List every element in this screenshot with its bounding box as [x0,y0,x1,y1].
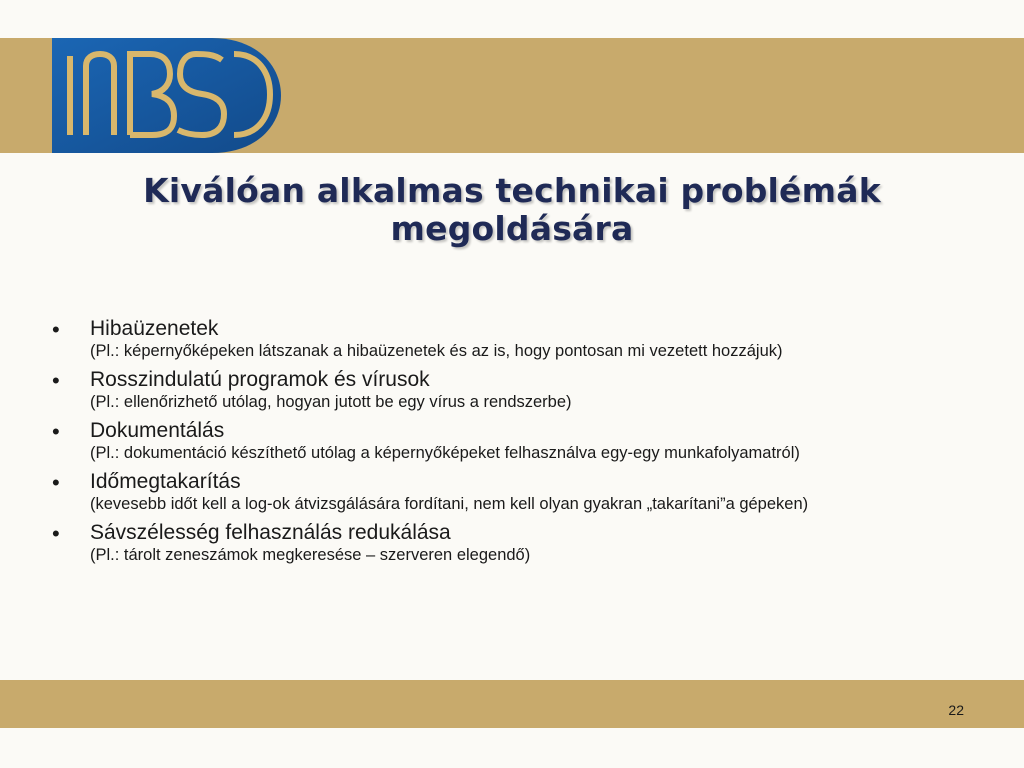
title-line-2: megoldására [390,209,634,248]
bullet-icon: • [52,317,60,342]
bullet-heading: Rosszindulatú programok és vírusok [90,368,430,391]
bullet-icon: • [52,470,60,495]
bullet-detail: (Pl.: tárolt zeneszámok megkeresése – szerveren elegendő) [90,546,531,564]
bullet-detail: (Pl.: dokumentáció készíthető utólag a képernyőképeket felhasználva egy-egy munkafolyamatról) [90,444,800,462]
slide-title [60,172,964,248]
bullet-icon: • [52,521,60,546]
bullet-heading: Hibaüzenetek [90,317,219,340]
bullet-icon: • [52,419,60,444]
bullet-item-dokumentalas [52,418,972,463]
bullet-icon: • [52,368,60,393]
bullet-detail: (kevesebb időt kell a log-ok átvizsgálására fordítani, nem kell olyan gyakran „takarítani”a gépeken) [90,495,809,513]
page-number: 22 [948,702,964,718]
bullet-heading: Dokumentálás [90,419,225,442]
bullet-heading: Sávszélesség felhasználás redukálása [90,521,451,544]
bullet-detail: (Pl.: ellenőrizhető utólag, hogyan jutott be egy vírus a rendszerbe) [90,393,572,411]
bullet-list [52,316,972,571]
title-line-1: Kiválóan alkalmas technikai problémák [143,171,881,210]
bullet-item-savszelesseg [52,520,972,565]
bullet-heading: Időmegtakarítás [90,470,241,493]
intbs-logo [52,38,281,153]
bottom-band [0,680,1024,728]
bullet-item-hibauzenetek [52,316,972,361]
bullet-detail: (Pl.: képernyőképeken látszanak a hibaüzenetek és az is, hogy pontosan mi vezetett hozzájuk) [90,342,783,360]
intbs-logo-icon [52,38,281,153]
bullet-item-virusok [52,367,972,412]
bullet-item-idomegtakaritas [52,469,972,514]
